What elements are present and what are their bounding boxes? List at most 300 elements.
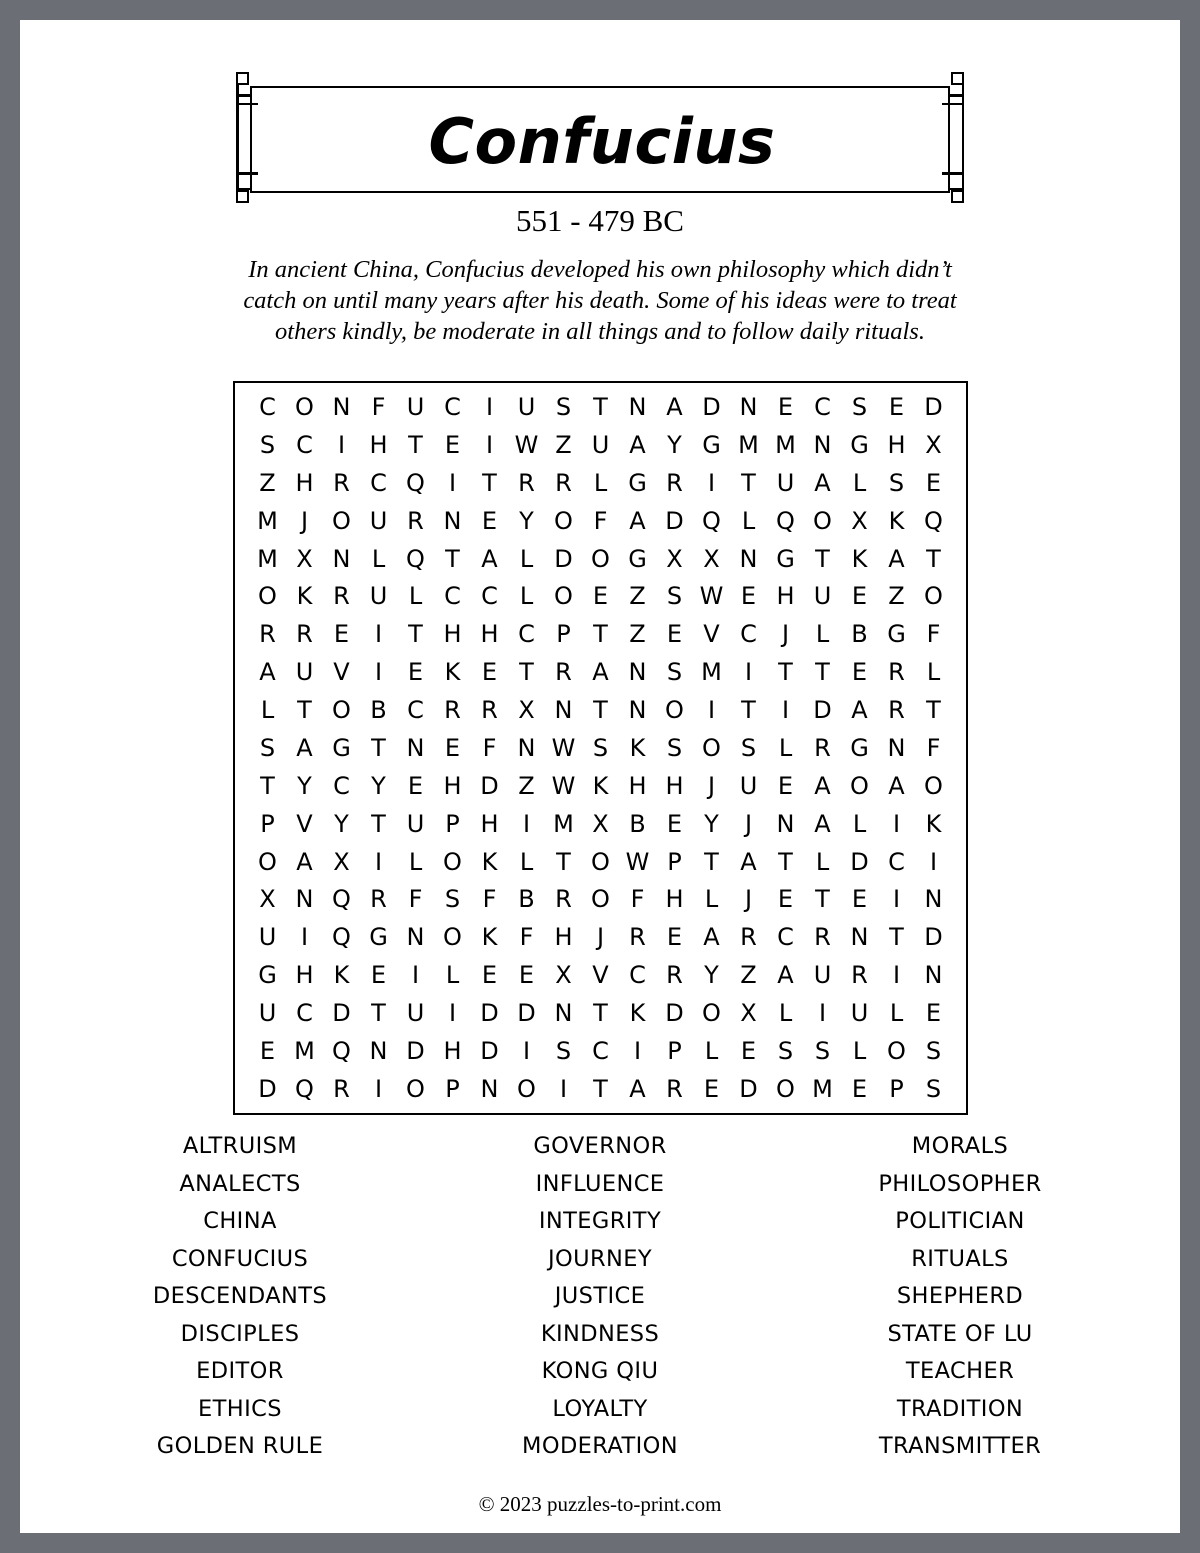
grid-cell[interactable]: H	[443, 620, 462, 649]
grid-cell[interactable]: I	[485, 430, 494, 459]
grid-cell[interactable]: D	[258, 1074, 277, 1103]
word-list-item[interactable]: CHINA	[203, 1208, 277, 1234]
grid-cell[interactable]: O	[443, 923, 462, 952]
grid-cell[interactable]: Z	[740, 961, 757, 990]
grid-cell[interactable]: I	[448, 999, 457, 1027]
grid-cell[interactable]: E	[703, 1074, 720, 1103]
grid-cell[interactable]: T	[371, 999, 386, 1027]
grid-cell[interactable]: D	[517, 999, 536, 1027]
word-list-item[interactable]: STATE OF LU	[887, 1320, 1033, 1347]
grid-cell[interactable]: X	[296, 544, 313, 573]
grid-cell[interactable]: C	[370, 468, 387, 497]
grid-cell[interactable]: O	[591, 544, 610, 573]
grid-cell[interactable]: R	[259, 620, 276, 649]
grid-cell[interactable]: O	[665, 696, 684, 724]
grid-cell[interactable]: R	[518, 468, 535, 497]
grid-cell[interactable]: U	[739, 771, 758, 800]
grid-cell[interactable]: T	[815, 885, 830, 914]
grid-cell[interactable]: D	[332, 999, 351, 1027]
word-list-item[interactable]: ETHICS	[198, 1395, 282, 1422]
grid-cell[interactable]: X	[518, 696, 535, 724]
grid-cell[interactable]: G	[850, 733, 869, 762]
grid-cell[interactable]: E	[851, 582, 868, 611]
grid-cell[interactable]: K	[925, 809, 942, 838]
grid-cell[interactable]: I	[559, 1074, 568, 1103]
grid-cell[interactable]: A	[703, 923, 720, 952]
grid-cell[interactable]: L	[445, 961, 460, 990]
grid-cell[interactable]: U	[295, 658, 314, 687]
grid-cell[interactable]: H	[480, 620, 499, 649]
grid-cell[interactable]: L	[852, 809, 867, 838]
grid-cell[interactable]: L	[815, 620, 830, 649]
grid-cell[interactable]: I	[374, 658, 383, 687]
grid-cell[interactable]: P	[889, 1074, 904, 1103]
word-list-item[interactable]: ALTRUISM	[182, 1133, 298, 1159]
grid-cell[interactable]: T	[926, 696, 941, 724]
grid-cell[interactable]: T	[815, 544, 830, 573]
grid-cell[interactable]: F	[630, 885, 645, 914]
grid-cell[interactable]: K	[629, 999, 646, 1027]
grid-cell[interactable]: Y	[334, 809, 349, 838]
grid-cell[interactable]: E	[777, 771, 794, 800]
grid-cell[interactable]: A	[592, 658, 609, 687]
grid-cell[interactable]: N	[739, 393, 758, 421]
grid-cell[interactable]: N	[924, 961, 943, 990]
grid-cell[interactable]: A	[666, 393, 683, 421]
grid-cell[interactable]: E	[333, 620, 350, 649]
grid-cell[interactable]: M	[294, 1036, 315, 1065]
grid-cell[interactable]: D	[924, 393, 943, 421]
grid-cell[interactable]: N	[369, 1036, 388, 1065]
grid-cell[interactable]: A	[629, 1074, 646, 1103]
grid-cell[interactable]: C	[407, 696, 424, 724]
grid-cell[interactable]: U	[813, 582, 832, 611]
grid-cell[interactable]: Z	[629, 582, 646, 611]
grid-cell[interactable]: E	[851, 885, 868, 914]
grid-cell[interactable]: B	[370, 696, 387, 724]
grid-cell[interactable]: R	[407, 506, 424, 535]
grid-cell[interactable]: N	[406, 733, 425, 762]
grid-cell[interactable]: I	[633, 1036, 642, 1065]
grid-cell[interactable]: W	[551, 771, 576, 800]
grid-cell[interactable]: C	[592, 1036, 609, 1065]
grid-cell[interactable]: Z	[555, 430, 572, 459]
grid-cell[interactable]: J	[744, 885, 753, 914]
grid-cell[interactable]: A	[814, 468, 831, 497]
grid-cell[interactable]: F	[482, 885, 497, 914]
grid-cell[interactable]: O	[258, 847, 277, 876]
grid-cell[interactable]: H	[665, 885, 684, 914]
grid-cell[interactable]: N	[554, 696, 573, 724]
grid-cell[interactable]: Q	[924, 506, 943, 535]
grid-cell[interactable]: R	[740, 923, 757, 952]
grid-cell[interactable]: E	[407, 658, 424, 687]
grid-cell[interactable]: N	[480, 1074, 499, 1103]
grid-cell[interactable]: Q	[332, 885, 351, 914]
grid-cell[interactable]: D	[813, 696, 832, 724]
grid-cell[interactable]: E	[481, 506, 498, 535]
grid-cell[interactable]: G	[850, 430, 869, 459]
grid-cell[interactable]: N	[628, 696, 647, 724]
grid-cell[interactable]: T	[519, 658, 534, 687]
grid-cell[interactable]: T	[408, 620, 423, 649]
grid-cell[interactable]: D	[480, 1036, 499, 1065]
grid-cell[interactable]: M	[812, 1074, 833, 1103]
grid-cell[interactable]: I	[892, 961, 901, 990]
grid-cell[interactable]: P	[667, 847, 682, 876]
grid-cell[interactable]: G	[702, 430, 721, 459]
grid-cell[interactable]: Q	[702, 506, 721, 535]
grid-cell[interactable]: M	[257, 506, 278, 535]
grid-cell[interactable]: I	[300, 923, 309, 952]
grid-cell[interactable]: Y	[704, 809, 719, 838]
grid-cell[interactable]: A	[777, 961, 794, 990]
grid-cell[interactable]: J	[707, 771, 716, 800]
grid-cell[interactable]: I	[892, 809, 901, 838]
grid-cell[interactable]: S	[259, 430, 276, 459]
grid-cell[interactable]: O	[887, 1036, 906, 1065]
grid-cell[interactable]: R	[555, 885, 572, 914]
grid-cell[interactable]: U	[517, 393, 536, 421]
grid-cell[interactable]: E	[925, 999, 942, 1027]
grid-cell[interactable]: K	[888, 506, 905, 535]
grid-cell[interactable]: X	[592, 809, 609, 838]
grid-cell[interactable]: I	[337, 430, 346, 459]
word-list-item[interactable]: RITUALS	[911, 1245, 1009, 1272]
grid-cell[interactable]: Y	[667, 430, 682, 459]
grid-cell[interactable]: C	[296, 999, 313, 1027]
grid-cell[interactable]: T	[371, 733, 386, 762]
grid-cell[interactable]: L	[815, 847, 830, 876]
grid-cell[interactable]: N	[517, 733, 536, 762]
grid-cell[interactable]: F	[593, 506, 608, 535]
grid-cell[interactable]: U	[813, 961, 832, 990]
grid-cell[interactable]: D	[850, 847, 869, 876]
grid-cell[interactable]: M	[738, 430, 759, 459]
grid-cell[interactable]: I	[818, 999, 827, 1027]
grid-cell[interactable]: V	[703, 620, 720, 649]
word-list-item[interactable]: KONG QIU	[541, 1358, 659, 1384]
word-list-item[interactable]: MODERATION	[522, 1433, 678, 1459]
grid-cell[interactable]: H	[628, 771, 647, 800]
grid-cell[interactable]: N	[924, 885, 943, 914]
grid-cell[interactable]: E	[407, 771, 424, 800]
grid-cell[interactable]: C	[740, 620, 757, 649]
grid-cell[interactable]: X	[555, 961, 572, 990]
grid-cell[interactable]: Q	[332, 923, 351, 952]
grid-cell[interactable]: I	[374, 847, 383, 876]
grid-cell[interactable]: H	[443, 771, 462, 800]
grid-cell[interactable]: K	[481, 847, 498, 876]
grid-cell[interactable]: U	[776, 468, 795, 497]
grid-cell[interactable]: I	[892, 885, 901, 914]
grid-cell[interactable]: I	[522, 1036, 531, 1065]
grid-cell[interactable]: D	[480, 771, 499, 800]
grid-cell[interactable]: T	[408, 430, 423, 459]
grid-cell[interactable]: T	[371, 809, 386, 838]
grid-cell[interactable]: N	[406, 923, 425, 952]
grid-cell[interactable]: X	[703, 544, 720, 573]
grid-cell[interactable]: T	[593, 1074, 608, 1103]
grid-cell[interactable]: U	[369, 582, 388, 611]
grid-cell[interactable]: R	[629, 923, 646, 952]
grid-cell[interactable]: N	[628, 393, 647, 421]
grid-cell[interactable]: T	[445, 544, 460, 573]
grid-cell[interactable]: M	[553, 809, 574, 838]
grid-cell[interactable]: S	[555, 393, 572, 421]
grid-cell[interactable]: P	[556, 620, 571, 649]
grid-cell[interactable]: H	[665, 771, 684, 800]
grid-cell[interactable]: A	[481, 544, 498, 573]
grid-cell[interactable]: L	[852, 468, 867, 497]
grid-cell[interactable]: S	[851, 393, 868, 421]
word-list-item[interactable]: GOVERNOR	[533, 1133, 667, 1159]
grid-cell[interactable]: G	[369, 923, 388, 952]
grid-cell[interactable]: B	[518, 885, 535, 914]
grid-cell[interactable]: L	[408, 847, 423, 876]
grid-cell[interactable]: L	[926, 658, 941, 687]
grid-cell[interactable]: O	[591, 847, 610, 876]
grid-cell[interactable]: S	[925, 1074, 942, 1103]
grid-cell[interactable]: Y	[519, 506, 534, 535]
grid-cell[interactable]: A	[629, 506, 646, 535]
grid-cell[interactable]: L	[260, 696, 275, 724]
word-list-item[interactable]: INTEGRITY	[538, 1208, 662, 1234]
grid-cell[interactable]: E	[444, 430, 461, 459]
word-list-item[interactable]: TEACHER	[905, 1358, 1015, 1384]
grid-cell[interactable]: O	[924, 582, 943, 611]
grid-cell[interactable]: S	[888, 468, 905, 497]
grid-cell[interactable]: N	[850, 923, 869, 952]
grid-cell[interactable]: C	[888, 847, 905, 876]
grid-cell[interactable]: K	[851, 544, 868, 573]
grid-cell[interactable]: G	[628, 468, 647, 497]
grid-cell[interactable]: R	[814, 923, 831, 952]
grid-cell[interactable]: Z	[629, 620, 646, 649]
grid-cell[interactable]: O	[332, 506, 351, 535]
grid-cell[interactable]: W	[551, 733, 576, 762]
grid-cell[interactable]: A	[814, 809, 831, 838]
grid-cell[interactable]: X	[925, 430, 942, 459]
word-list-item[interactable]: KINDNESS	[540, 1320, 660, 1347]
grid-cell[interactable]: R	[888, 658, 905, 687]
grid-cell[interactable]: D	[702, 393, 721, 421]
grid-cell[interactable]: E	[888, 393, 905, 421]
grid-cell[interactable]: I	[707, 468, 716, 497]
grid-cell[interactable]: H	[295, 468, 314, 497]
grid-cell[interactable]: H	[369, 430, 388, 459]
grid-cell[interactable]: J	[744, 809, 753, 838]
grid-cell[interactable]: A	[296, 733, 313, 762]
grid-cell[interactable]: N	[813, 430, 832, 459]
grid-cell[interactable]: C	[296, 430, 313, 459]
grid-cell[interactable]: W	[514, 430, 539, 459]
grid-cell[interactable]: L	[889, 999, 904, 1027]
word-list-item[interactable]: CONFUCIUS	[171, 1245, 309, 1272]
grid-cell[interactable]: R	[666, 961, 683, 990]
grid-cell[interactable]: A	[888, 771, 905, 800]
grid-cell[interactable]: G	[332, 733, 351, 762]
grid-cell[interactable]: E	[666, 809, 683, 838]
word-list-item[interactable]: JOURNEY	[547, 1245, 653, 1272]
grid-cell[interactable]: E	[481, 658, 498, 687]
grid-cell[interactable]: I	[781, 696, 790, 724]
grid-cell[interactable]: O	[702, 733, 721, 762]
grid-cell[interactable]: O	[776, 1074, 795, 1103]
grid-cell[interactable]: V	[296, 809, 313, 838]
grid-cell[interactable]: P	[445, 1074, 460, 1103]
grid-cell[interactable]: A	[814, 771, 831, 800]
grid-cell[interactable]: A	[851, 696, 868, 724]
grid-cell[interactable]: W	[625, 847, 650, 876]
grid-cell[interactable]: D	[739, 1074, 758, 1103]
grid-cell[interactable]: P	[260, 809, 275, 838]
grid-cell[interactable]: Y	[371, 771, 386, 800]
grid-cell[interactable]: R	[555, 658, 572, 687]
grid-cell[interactable]: U	[258, 923, 277, 952]
grid-cell[interactable]: E	[444, 733, 461, 762]
grid-cell[interactable]: L	[704, 885, 719, 914]
grid-cell[interactable]: O	[295, 393, 314, 421]
grid-cell[interactable]: Z	[518, 771, 535, 800]
grid-cell[interactable]: I	[411, 961, 420, 990]
grid-cell[interactable]: E	[666, 923, 683, 952]
grid-cell[interactable]: E	[481, 961, 498, 990]
grid-cell[interactable]: A	[888, 544, 905, 573]
grid-cell[interactable]: L	[371, 544, 386, 573]
grid-cell[interactable]: C	[518, 620, 535, 649]
grid-cell[interactable]: A	[629, 430, 646, 459]
grid-cell[interactable]: D	[665, 999, 684, 1027]
grid-cell[interactable]: G	[776, 544, 795, 573]
grid-cell[interactable]: T	[778, 847, 793, 876]
grid-cell[interactable]: C	[444, 393, 461, 421]
grid-cell[interactable]: D	[924, 923, 943, 952]
grid-cell[interactable]: O	[258, 582, 277, 611]
grid-cell[interactable]: S	[555, 1036, 572, 1065]
grid-cell[interactable]: M	[701, 658, 722, 687]
grid-cell[interactable]: E	[925, 468, 942, 497]
grid-cell[interactable]: T	[556, 847, 571, 876]
grid-cell[interactable]: N	[443, 506, 462, 535]
grid-cell[interactable]: C	[481, 582, 498, 611]
grid-cell[interactable]: Q	[406, 544, 425, 573]
grid-cell[interactable]: C	[333, 771, 350, 800]
grid-cell[interactable]: O	[406, 1074, 425, 1103]
grid-cell[interactable]: S	[666, 658, 683, 687]
grid-cell[interactable]: K	[481, 923, 498, 952]
word-list-item[interactable]: PHILOSOPHER	[878, 1170, 1042, 1197]
grid-cell[interactable]: R	[481, 696, 498, 724]
grid-cell[interactable]: E	[851, 1074, 868, 1103]
grid-cell[interactable]: U	[406, 809, 425, 838]
grid-cell[interactable]: E	[518, 961, 535, 990]
grid-cell[interactable]: T	[297, 696, 312, 724]
grid-cell[interactable]: X	[740, 999, 757, 1027]
grid-cell[interactable]: V	[592, 961, 609, 990]
grid-cell[interactable]: U	[591, 430, 610, 459]
grid-cell[interactable]: T	[593, 696, 608, 724]
grid-cell[interactable]: L	[593, 468, 608, 497]
grid-cell[interactable]: I	[522, 809, 531, 838]
grid-cell[interactable]: T	[778, 658, 793, 687]
grid-cell[interactable]: X	[259, 885, 276, 914]
grid-cell[interactable]: R	[666, 468, 683, 497]
word-list-item[interactable]: JUSTICE	[554, 1283, 646, 1309]
grid-cell[interactable]: G	[258, 961, 277, 990]
grid-cell[interactable]: R	[555, 468, 572, 497]
grid-cell[interactable]: S	[814, 1036, 831, 1065]
grid-cell[interactable]: K	[629, 733, 646, 762]
grid-cell[interactable]: I	[707, 696, 716, 724]
grid-cell[interactable]: N	[332, 393, 351, 421]
grid-cell[interactable]: L	[519, 582, 534, 611]
grid-cell[interactable]: S	[666, 582, 683, 611]
grid-cell[interactable]: I	[929, 847, 938, 876]
grid-cell[interactable]: I	[448, 468, 457, 497]
grid-cell[interactable]: M	[257, 544, 278, 573]
grid-cell[interactable]: A	[740, 847, 757, 876]
grid-cell[interactable]: L	[852, 1036, 867, 1065]
grid-cell[interactable]: L	[704, 1036, 719, 1065]
grid-cell[interactable]: O	[443, 847, 462, 876]
grid-cell[interactable]: D	[406, 1036, 425, 1065]
grid-cell[interactable]: T	[593, 620, 608, 649]
grid-cell[interactable]: C	[444, 582, 461, 611]
grid-cell[interactable]: S	[666, 733, 683, 762]
grid-cell[interactable]: Q	[776, 506, 795, 535]
grid-cell[interactable]: E	[740, 582, 757, 611]
word-list-item[interactable]: MORALS	[911, 1133, 1009, 1159]
grid-cell[interactable]: D	[665, 506, 684, 535]
grid-cell[interactable]: P	[445, 809, 460, 838]
grid-cell[interactable]: L	[519, 847, 534, 876]
grid-cell[interactable]: N	[887, 733, 906, 762]
grid-cell[interactable]: R	[333, 1074, 350, 1103]
grid-cell[interactable]: W	[699, 582, 724, 611]
word-list-item[interactable]: EDITOR	[196, 1358, 284, 1384]
grid-cell[interactable]: O	[332, 696, 351, 724]
word-list-item[interactable]: DISCIPLES	[180, 1320, 300, 1347]
grid-cell[interactable]: T	[926, 544, 941, 573]
grid-cell[interactable]: S	[444, 885, 461, 914]
word-list-item[interactable]: DESCENDANTS	[152, 1283, 328, 1309]
grid-cell[interactable]: L	[778, 733, 793, 762]
grid-cell[interactable]: X	[333, 847, 350, 876]
word-list-item[interactable]: TRANSMITTER	[878, 1433, 1042, 1459]
grid-cell[interactable]: T	[482, 468, 497, 497]
grid-cell[interactable]: C	[629, 961, 646, 990]
grid-cell[interactable]: I	[374, 1074, 383, 1103]
grid-cell[interactable]: R	[851, 961, 868, 990]
grid-cell[interactable]: N	[295, 885, 314, 914]
grid-cell[interactable]: Y	[297, 771, 312, 800]
grid-cell[interactable]: R	[888, 696, 905, 724]
grid-cell[interactable]: I	[744, 658, 753, 687]
grid-cell[interactable]: G	[887, 620, 906, 649]
grid-cell[interactable]: R	[296, 620, 313, 649]
grid-cell[interactable]: C	[259, 393, 276, 421]
grid-cell[interactable]: A	[296, 847, 313, 876]
grid-cell[interactable]: O	[591, 885, 610, 914]
grid-cell[interactable]: V	[333, 658, 350, 687]
grid-cell[interactable]: S	[259, 733, 276, 762]
grid-cell[interactable]: H	[480, 809, 499, 838]
grid-cell[interactable]: K	[296, 582, 313, 611]
grid-cell[interactable]: O	[924, 771, 943, 800]
grid-cell[interactable]: K	[444, 658, 461, 687]
grid-cell[interactable]: T	[889, 923, 904, 952]
